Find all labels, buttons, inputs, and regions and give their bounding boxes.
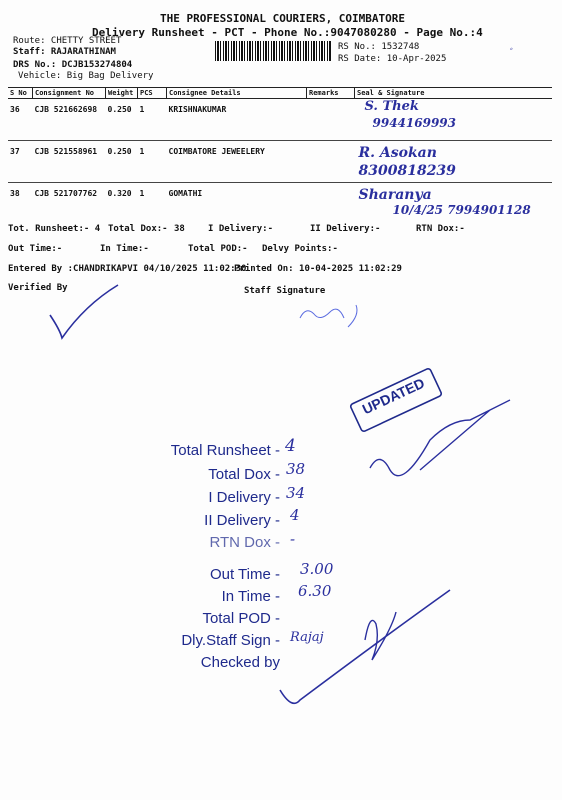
stamp-signature-flourish <box>365 612 396 660</box>
stamp-out-time-label: Out Time - <box>209 566 280 583</box>
row-consignment: CJB 521662698 <box>33 99 106 141</box>
row-pcs: 1 <box>139 189 145 198</box>
row-weight: 0.250 <box>106 99 138 141</box>
route: Route: CHETTY STREET <box>13 36 122 46</box>
stamp-big-signature <box>370 400 510 476</box>
stamp-in-time-value: 6.30 <box>298 582 332 600</box>
row-consignment: CJB 521707762 <box>34 189 98 198</box>
entered-by: Entered By :CHANDRIKAPVI 04/10/2025 11:02:30 <box>8 264 247 274</box>
signature-name: S. Thek <box>364 99 419 114</box>
stamp-i-delivery-value: 34 <box>286 484 306 502</box>
stamp-staff-sign-value: Rajaj <box>290 630 324 645</box>
stamp-ii-delivery-label: II Delivery - <box>204 512 280 529</box>
page-mark: ﾟ <box>508 48 513 59</box>
tot-runsheet: Tot. Runsheet:- 4 <box>8 224 101 234</box>
total-dox-label: Total Dox:- <box>108 224 168 234</box>
verified-checkmark <box>50 285 118 338</box>
signature-phone: 9944169993 <box>372 116 456 130</box>
row-sno: 36 <box>8 99 33 141</box>
rs-date: RS Date: 10-Apr-2025 <box>338 54 447 64</box>
stamp-out-time-value: 3.00 <box>300 560 334 578</box>
stamp-total-runsheet-value: 4 <box>285 436 296 456</box>
signature-name: Sharanya <box>358 187 432 203</box>
row-consignee: KRISHNAKUMAR <box>167 99 307 141</box>
signature-phone: 8300818239 <box>358 163 456 179</box>
i-delivery-label: I Delivery:- <box>208 224 274 234</box>
checked-by-checkmark <box>280 590 450 703</box>
ii-delivery-label: II Delivery:- <box>310 224 381 234</box>
updated-stamp: UPDATED <box>359 374 427 418</box>
rtn-dox-label: RTN Dox:- <box>416 224 465 234</box>
row-consignee: GOMATHI <box>168 189 203 198</box>
verified-by: Verified By <box>8 283 68 293</box>
company-title: THE PROFESSIONAL COURIERS, COIMBATORE <box>160 12 406 25</box>
stamp-rtn-dox-label: RTN Dox - <box>209 534 280 551</box>
col-sno: S No <box>8 88 33 99</box>
signature-phone: 10/4/25 7994901128 <box>392 203 531 217</box>
row-consignment: CJB 521558961 <box>33 141 106 183</box>
runsheet-title: Delivery Runsheet - PCT - Phone No.:9047080280 - Page No.:4 <box>92 26 483 39</box>
staff-signature-label: Staff Signature <box>244 286 326 296</box>
col-consignee: Consignee Details <box>167 88 307 99</box>
out-time-label: Out Time:- <box>8 244 63 254</box>
row-sno: 37 <box>8 141 33 183</box>
col-signature: Seal & Signature <box>355 88 553 99</box>
staff: Staff: RAJARATHINAM <box>13 47 116 57</box>
in-time-label: In Time:- <box>100 244 149 254</box>
signature-name: R. Asokan <box>358 145 437 161</box>
stamp-i-delivery-label: I Delivery - <box>208 489 280 506</box>
staff-signature-scribble <box>300 305 357 327</box>
stamp-total-pod-label: Total POD - <box>202 610 280 627</box>
printed-on: Printed On: 10-04-2025 11:02:29 <box>234 264 402 274</box>
row-sno: 38 <box>10 189 20 198</box>
row-consignee: COIMBATORE JEWEELERY <box>167 141 307 183</box>
stamp-total-dox-label: Total Dox - <box>208 466 280 483</box>
total-dox-value: 38 <box>174 224 185 234</box>
row-pcs: 1 <box>138 141 167 183</box>
rs-number: RS No.: 1532748 <box>338 42 420 52</box>
row-weight: 0.320 <box>107 189 132 198</box>
stamp-in-time-label: In Time - <box>221 588 280 605</box>
row-pcs: 1 <box>138 99 167 141</box>
col-remarks: Remarks <box>307 88 355 99</box>
col-weight: Weight <box>106 88 138 99</box>
stamp-total-dox-value: 38 <box>286 460 306 478</box>
vehicle: Vehicle: Big Bag Delivery <box>18 71 154 81</box>
stamp-staff-sign-label: Dly.Staff Sign - <box>181 632 280 649</box>
total-pod-label: Total POD:- <box>188 244 248 254</box>
drs-number: DRS No.: DCJB153274804 <box>13 60 133 70</box>
stamp-total-runsheet-label: Total Runsheet - <box>170 442 280 459</box>
col-consignment: Consignment No <box>33 88 106 99</box>
delvy-points-label: Delvy Points:- <box>262 244 338 254</box>
stamp-checked-by-label: Checked by <box>200 654 280 671</box>
col-pcs: PCS <box>138 88 167 99</box>
stamp-rtn-dox-value: - <box>290 530 296 548</box>
stamp-ii-delivery-value: 4 <box>290 506 300 524</box>
row-weight: 0.250 <box>106 141 138 183</box>
